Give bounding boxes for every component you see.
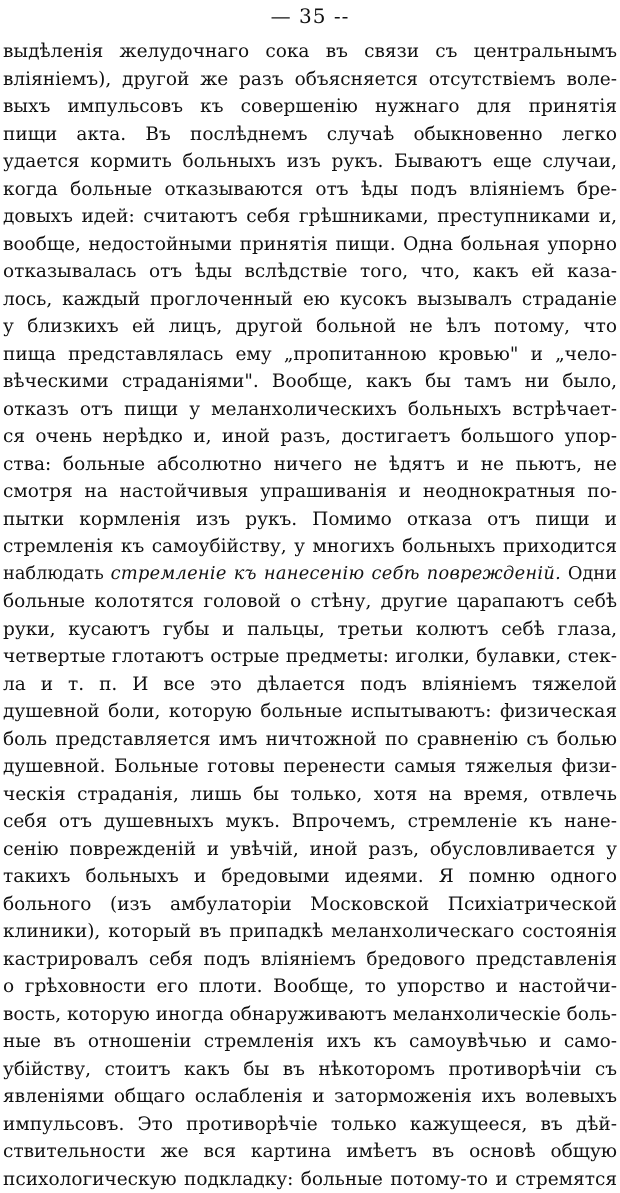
text-line: убійству, стоитъ какъ бы въ нѣкоторомъ противорѣчіи съ xyxy=(3,1056,617,1084)
text-line: лось, каждый проглоченный ею кусокъ вызывалъ страданіе xyxy=(3,286,617,314)
text-line: себя отъ душевныхъ мукъ. Впрочемъ, стремленіе къ нане- xyxy=(3,808,617,836)
text-line: отказывалась отъ ѣды вслѣдствіе того, что, какъ ей каза- xyxy=(3,258,617,286)
text-line: вѣческими страданіями". Вообще, какъ бы тамъ ни было, xyxy=(3,368,617,396)
text-line: вообще, недостойными принятія пищи. Одна больная упорно xyxy=(3,231,617,259)
text-line: ческія страданія, лишь бы только, хотя на время, отвлечь xyxy=(3,781,617,809)
text-line: душевной боли, которую больные испытываютъ: физическая xyxy=(3,698,617,726)
text-line: удается кормить больныхъ изъ рукъ. Бываютъ еще случаи, xyxy=(3,148,617,176)
text-line: ные въ отношеніи стремленія ихъ къ самоувѣчью и само- xyxy=(3,1028,617,1056)
text-line: четвертые глотаютъ острые предметы: иголки, булавки, стек- xyxy=(3,643,617,671)
emphasized-phrase: стремленіе къ нанесенію себѣ поврежденій. xyxy=(111,564,561,584)
page-number: — 35 -- xyxy=(0,0,620,32)
text-line: ства: больные абсолютно ничего не ѣдятъ и не пьютъ, не xyxy=(3,451,617,479)
text-line: клиники), который въ припадкѣ меланхолическаго состоянія xyxy=(3,918,617,946)
text-line: боль представляется имъ ничтожной по сравненію съ болью xyxy=(3,726,617,754)
text-line: такихъ больныхъ и бредовыми идеями. Я помню одного xyxy=(3,863,617,891)
text-line: о грѣховности его плоти. Вообще, то упорство и настойчи- xyxy=(3,973,617,1001)
text-line: психологическую подкладку: больные потому-то и стремятся xyxy=(3,1166,617,1193)
text-line: смотря на настойчивыя упрашиванія и неоднократныя по- xyxy=(3,478,617,506)
text-line-with-emphasis xyxy=(3,561,617,589)
text-line: явленіями общаго ослабленія и заторможенія ихъ волевыхъ xyxy=(3,1083,617,1111)
text-line: ствительности же вся картина имѣетъ въ основѣ общую xyxy=(3,1138,617,1166)
text-line: сенію поврежденій и увѣчій, иной разъ, обусловливается у xyxy=(3,836,617,864)
text-line: больного (изъ амбулаторіи Московской Психіатрической xyxy=(3,891,617,919)
text-line: ла и т. п. И все это дѣлается подъ вліяніемъ тяжелой xyxy=(3,671,617,699)
text-line: вость, которую иногда обнаруживаютъ меланхолическіе боль- xyxy=(3,1001,617,1029)
text-line: импульсовъ. Это противорѣчіе только кажущееся, въ дѣй- xyxy=(3,1111,617,1139)
text-line-suffix: Одни xyxy=(568,564,617,584)
text-line: выхъ импульсовъ къ совершенію нужнаго для принятія xyxy=(3,93,617,121)
text-line: отказъ отъ пищи у меланхолическихъ больныхъ встрѣчает- xyxy=(3,396,617,424)
text-line: у близкихъ ей лицъ, другой больной не ѣлъ потому, что xyxy=(3,313,617,341)
text-line: вліяніемъ), другой же разъ объясняется отсутствіемъ воле- xyxy=(3,66,617,94)
text-line-prefix: наблюдать xyxy=(3,564,104,584)
body-text xyxy=(3,38,617,1193)
text-line: кастрировалъ себя подъ вліяніемъ бредового представленія xyxy=(3,946,617,974)
text-line: пища представлялась ему „пропитанною кровью" и „чело- xyxy=(3,341,617,369)
text-line: пищи акта. Въ послѣднемъ случаѣ обыкновенно легко xyxy=(3,121,617,149)
text-line: больные колотятся головой о стѣну, другие царапаютъ себѣ xyxy=(3,588,617,616)
text-line: когда больные отказываются отъ ѣды подъ вліяніемъ бре- xyxy=(3,176,617,204)
text-line: выдѣленія желудочнаго сока въ связи съ центральнымъ xyxy=(3,38,617,66)
text-line: ся очень нерѣдко и, иной разъ, достигаетъ большого упор- xyxy=(3,423,617,451)
text-line: пытки кормленія изъ рукъ. Помимо отказа отъ пищи и xyxy=(3,506,617,534)
text-line: душевной. Больные готовы перенести самыя тяжелыя физи- xyxy=(3,753,617,781)
text-line: довыхъ идей: считаютъ себя грѣшниками, преступниками и, xyxy=(3,203,617,231)
text-line: руки, кусаютъ губы и пальцы, третьи колютъ себѣ глаза, xyxy=(3,616,617,644)
text-line: стремленія къ самоубійству, у многихъ больныхъ приходится xyxy=(3,533,617,561)
